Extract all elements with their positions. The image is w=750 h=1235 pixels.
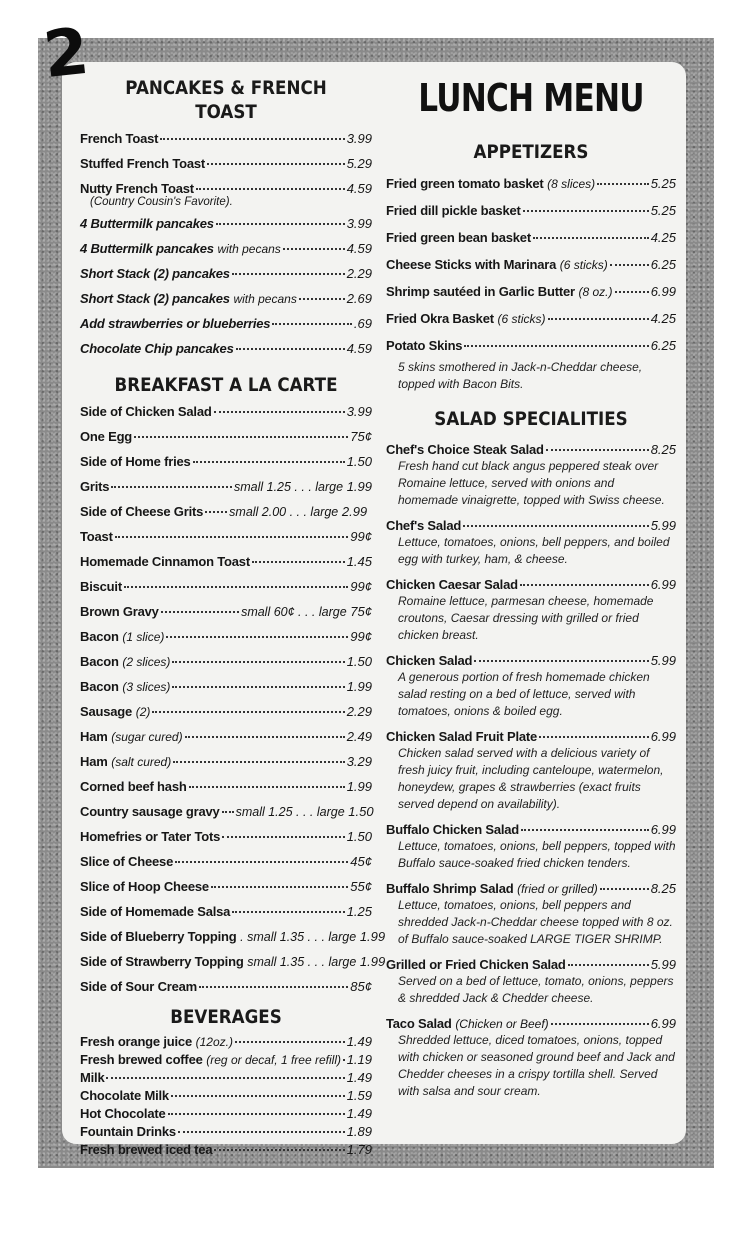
menu-item: Chef's Salad 5.99: [386, 518, 676, 533]
item-description: A generous portion of fresh homemade chicken salad resting on a bed of lettuce, served with tomatoes, onions & boiled egg.: [398, 670, 650, 718]
menu-item: Side of Sour Cream 85¢: [80, 979, 372, 994]
menu-item: Fresh brewed coffee (reg or decaf, 1 free refill) 1.19: [80, 1052, 372, 1067]
item-description: Romaine lettuce, parmesan cheese, homemade croutons, Caesar dressing with grilled or fried chicken breast.: [398, 594, 654, 642]
menu-item: One Egg 75¢: [80, 429, 372, 444]
right-column: [386, 76, 676, 1104]
menu-item: Chocolate Chip pancakes 4.59: [80, 341, 372, 356]
menu-item: Ham (salt cured) 3.29: [80, 754, 372, 769]
appetizers-title: APPETIZERS: [473, 141, 589, 163]
item-note: (Country Cousin's Favorite).: [90, 196, 233, 208]
breakfast-list: [80, 399, 386, 999]
menu-item: Brown Gravy small 60¢ . . . large 75¢: [80, 604, 372, 619]
menu-item: Chocolate Milk 1.59: [80, 1088, 372, 1103]
menu-item: Shrimp sautéed in Garlic Butter (8 oz.) 6.99: [386, 284, 676, 299]
menu-item: Slice of Cheese 45¢: [80, 854, 372, 869]
menu-item: Biscuit 99¢: [80, 579, 372, 594]
menu-item: Toast 99¢: [80, 529, 372, 544]
menu-item: Short Stack (2) pancakes with pecans 2.69: [80, 291, 372, 306]
menu-item: French Toast 3.99: [80, 131, 372, 146]
page-number: 2: [40, 14, 91, 94]
menu-item: Homemade Cinnamon Toast 1.45: [80, 554, 372, 569]
menu-item: Taco Salad (Chicken or Beef) 6.99: [386, 1016, 676, 1031]
item-description: Lettuce, tomatoes, onions, bell peppers and shredded Jack-n-Cheddar cheese topped with 8 oz. of Buffalo sauce-soaked LARGE TIGER SHRIMP.: [398, 898, 673, 946]
menu-item: Fountain Drinks 1.89: [80, 1124, 372, 1139]
menu-item: Corned beef hash 1.99: [80, 779, 372, 794]
menu-item: Bacon (3 slices) 1.99: [80, 679, 372, 694]
menu-item: Fried dill pickle basket 5.25: [386, 203, 676, 218]
menu-item: Chef's Choice Steak Salad 8.25: [386, 442, 676, 457]
menu-item: Milk 1.49: [80, 1070, 372, 1085]
menu-item: Side of Cheese Grits small 2.00 . . . large 2.99: [80, 504, 368, 519]
menu-item: Stuffed French Toast 5.29: [80, 156, 372, 171]
salads-title: SALAD SPECIALITIES: [434, 408, 628, 430]
item-description: Served on a bed of lettuce, tomato, onions, peppers & shredded Jack & Chedder cheese.: [398, 974, 674, 1005]
menu-item: Fried green bean basket 4.25: [386, 230, 676, 245]
menu-item: Bacon (1 slice) 99¢: [80, 629, 372, 644]
menu-item: Homefries or Tater Tots 1.50: [80, 829, 372, 844]
beverages-list: [80, 1033, 372, 1159]
breakfast-title: BREAKFAST A LA CARTE: [114, 374, 338, 396]
menu-item: Sausage (2) 2.29: [80, 704, 372, 719]
pancakes-list: [80, 126, 372, 361]
item-description: Lettuce, tomatoes, onions, bell peppers, and boiled egg with turkey, ham, & cheese.: [398, 535, 670, 566]
menu-item: Fried green tomato basket (8 slices) 5.25: [386, 176, 676, 191]
menu-item: Side of Home fries 1.50: [80, 454, 372, 469]
salads-list: [386, 437, 676, 1100]
lunch-menu-title: LUNCH MENU: [418, 76, 644, 120]
item-description: Lettuce, tomatoes, onions, bell peppers, topped with Buffalo sauce-soaked fried chicken tenders.: [398, 839, 676, 870]
menu-item: Chicken Salad Fruit Plate 6.99: [386, 729, 676, 744]
menu-item: Grits small 1.25 . . . large 1.99: [80, 479, 372, 494]
menu-item: Side of Homemade Salsa 1.25: [80, 904, 372, 919]
menu-item: Cheese Sticks with Marinara (6 sticks) 6.25: [386, 257, 676, 272]
menu-item: Side of Strawberry Topping small 1.35 . . . large 1.99: [80, 954, 386, 969]
menu-item: Country sausage gravy small 1.25 . . . large 1.50: [80, 804, 374, 819]
menu-item: Nutty French Toast 4.59: [80, 181, 372, 196]
menu-item: Potato Skins 6.25: [386, 338, 676, 353]
left-column: [80, 76, 386, 1159]
menu-item: Slice of Hoop Cheese 55¢: [80, 879, 372, 894]
menu-item: Fresh orange juice (12oz.) 1.49: [80, 1034, 372, 1049]
menu-item: Chicken Caesar Salad 6.99: [386, 577, 676, 592]
menu-item: Add strawberries or blueberries .69: [80, 316, 372, 331]
menu-item: Ham (sugar cured) 2.49: [80, 729, 372, 744]
menu-item: 4 Buttermilk pancakes with pecans 4.59: [80, 241, 372, 256]
item-description: 5 skins smothered in Jack-n-Cheddar cheese, topped with Bacon Bits.: [398, 360, 643, 391]
menu-item: Chicken Salad 5.99: [386, 653, 676, 668]
pancakes-title: PANCAKES & FRENCH TOAST: [125, 77, 327, 123]
menu-item: Grilled or Fried Chicken Salad 5.99: [386, 957, 676, 972]
menu-item: Buffalo Chicken Salad 6.99: [386, 822, 676, 837]
beverages-title: BEVERAGES: [170, 1006, 282, 1028]
menu-item: 4 Buttermilk pancakes 3.99: [80, 216, 372, 231]
menu-item: Side of Chicken Salad 3.99: [80, 404, 372, 419]
menu-item: Bacon (2 slices) 1.50: [80, 654, 372, 669]
item-description: Fresh hand cut black angus peppered steak over Romaine lettuce, served with onions and homemade vinaigrette, topped with Swiss cheese.: [398, 459, 665, 507]
menu-item: Fried Okra Basket (6 sticks) 4.25: [386, 311, 676, 326]
item-description: Chicken salad served with a delicious variety of fresh juicy fruit, including canteloupe, watermelon, honeydew, grapes & strawberries (exact fruits served depend on availability).: [398, 746, 664, 811]
menu-item: Fresh brewed iced tea 1.79: [80, 1142, 372, 1157]
menu-item: Hot Chocolate 1.49: [80, 1106, 372, 1121]
appetizers-list: [386, 170, 676, 393]
menu-item: Short Stack (2) pancakes 2.29: [80, 266, 372, 281]
menu-item: Buffalo Shrimp Salad (fried or grilled) 8.25: [386, 881, 676, 896]
item-description: Shredded lettuce, diced tomatoes, onions, topped with chicken or seasoned ground beef and Jack and Chedder cheeses in a crispy tortilla shell. Served with salsa and sour cream.: [398, 1033, 675, 1098]
menu-item: Side of Blueberry Topping . small 1.35 . . . large 1.99: [80, 929, 386, 944]
